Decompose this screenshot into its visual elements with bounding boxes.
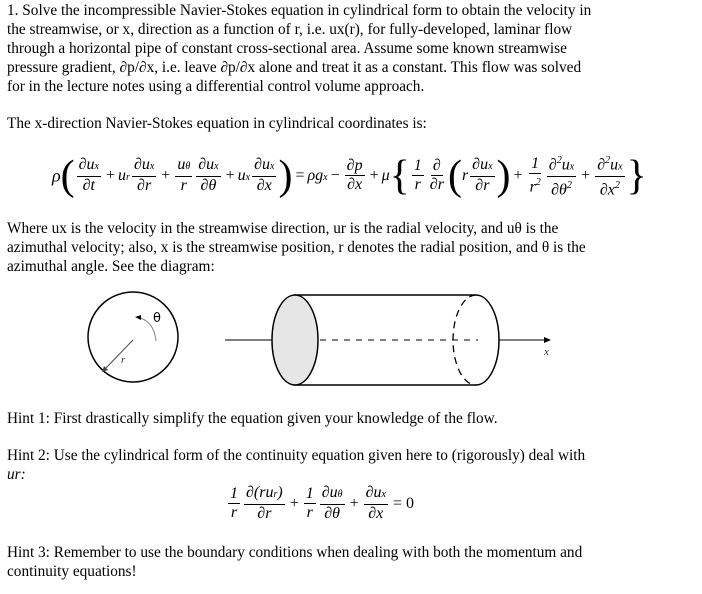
theta-label: θ: [153, 311, 161, 326]
intro-line-5: for in the lecture notes using a differential control volume approach.: [7, 78, 425, 95]
hint-2-line-2: ur:: [7, 466, 26, 483]
radius-label: r: [121, 354, 126, 366]
where-line-2: azimuthal velocity; also, x is the streamwise position, r denotes the radial position, and θ is the: [7, 239, 586, 256]
hint-2: [7, 446, 697, 484]
ns-intro: The x-direction Navier-Stokes equation in cylindrical coordinates is:: [7, 115, 427, 132]
cross-section-circle: [88, 292, 178, 382]
x-axis-label: x: [544, 346, 549, 358]
where-line-1: Where ux is the velocity in the streamwise direction, ur is the radial velocity, and uθ is the: [7, 220, 559, 237]
intro-line-3: through a horizontal pipe of constant cross-sectional area. Assume some known streamwise: [7, 40, 567, 57]
hint-3: [7, 543, 697, 581]
navier-stokes-equation: ρ( $\frac{\partial ux}{\partial t}$ + ur $\frac{\partial ux}{\partial r}$ + $\frac{u\theta}{r}$ $\frac{\partial ux}{\partial\theta}$ + ux $\frac{\partial ux}{\partial x}$ ) = ρgx − $\frac{\partial p}{\partial x}$ + μ{ $\frac{1}{r}$ $\frac{\partial}{\partial r}$ (r $\frac{\partial ux}{\partial r}$ ) + $\frac{1}{r^2}$ $\frac{\partial^2ux}{\partial\theta^2}$ + $\frac{\partial^2ux}{\partial x^2}$ }: [52, 152, 647, 199]
continuity-equation: $\frac{1}{r}$ $\frac{\text{∂(rur)}}{\partial r}$ + $\frac{1}{r}$ $\frac{\partial u\theta}{\partial\theta}$ + $\frac{\partial ux}{\partial x}$ = 0: [230, 484, 414, 522]
where-line-3: azimuthal angle. See the diagram:: [7, 258, 215, 275]
pipe-cylinder: [225, 295, 551, 385]
hint-2-line-1: Hint 2: Use the cylindrical form of the continuity equation given here to (rigorously) deal with: [7, 447, 586, 464]
intro-line-1: 1. Solve the incompressible Navier-Stokes equation in cylindrical form to obtain the velocity in: [7, 2, 592, 19]
intro-line-4: pressure gradient, ∂p/∂x, i.e. leave ∂p/∂x alone and treat it as a constant. This flow was solved: [7, 59, 582, 76]
hint-1: Hint 1: First drastically simplify the equation given your knowledge of the flow.: [7, 410, 498, 427]
hint-3-line-2: continuity equations!: [7, 563, 137, 580]
hint-3-line-1: Hint 3: Remember to use the boundary conditions when dealing with both the momentum and: [7, 544, 583, 561]
intro-line-2: the streamwise, or x, direction as a function of r, i.e. ux(r), for fully-developed, laminar flow: [7, 21, 573, 38]
